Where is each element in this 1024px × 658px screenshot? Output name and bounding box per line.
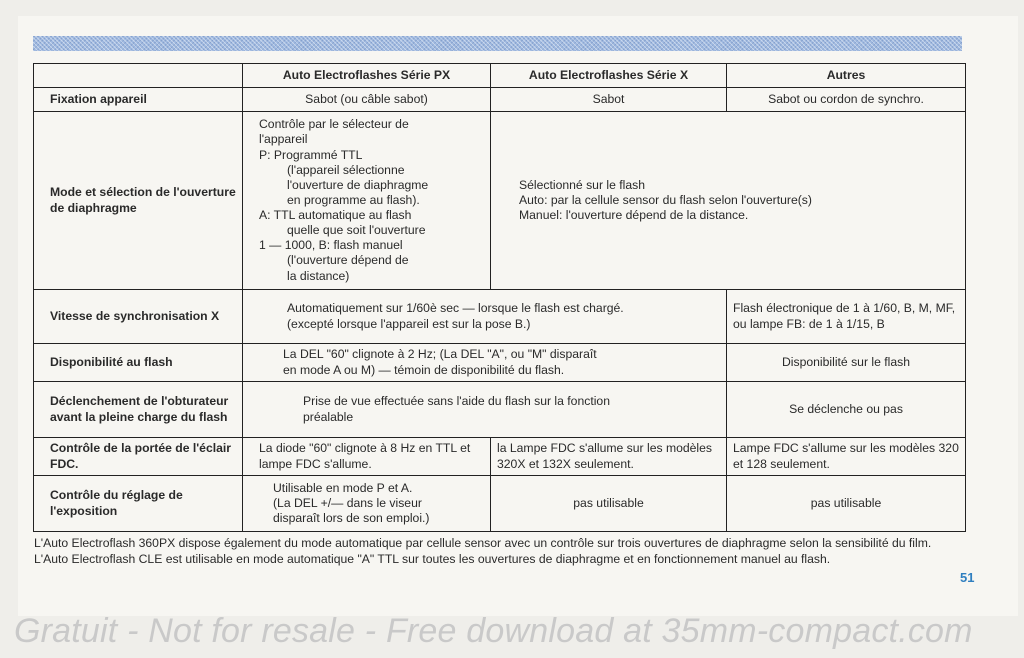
header-empty <box>34 64 243 88</box>
table-header-row <box>34 64 966 88</box>
disponibilite-px-x <box>243 344 727 382</box>
table-row-mode <box>34 112 966 290</box>
mode-px-line: (l'ouverture dépend de <box>287 253 409 268</box>
mode-x-others <box>491 112 966 290</box>
mode-x-line: Sélectionné sur le flash <box>519 177 646 192</box>
header-x-series: Auto Electroflashes Série X <box>491 64 727 88</box>
mode-px-line: quelle que soit l'ouverture <box>287 223 426 238</box>
mode-px-line: P: Programmé TTL <box>259 147 363 162</box>
mode-x-line: Manuel: l'ouverture dépend de la distance. <box>519 208 749 223</box>
vitesse-others: Flash électronique de 1 à 1/60, B, M, MF, ou lampe FB: de 1 à 1/15, B <box>727 290 966 344</box>
disponibilite-line: en mode A ou M) — témoin de disponibilité du flash. <box>283 362 565 377</box>
footnote-cle: L'Auto Electroflash CLE est utilisable en mode automatique "A" TTL sur toutes les ouvertures de diaphragme et en fonctionnement manuel au flash. <box>34 551 831 566</box>
header-band <box>33 36 962 51</box>
fixation-others: Sabot ou cordon de synchro. <box>727 88 966 112</box>
row-label-controle-reglage: Contrôle du réglage de l'exposition <box>34 476 243 532</box>
table-row-disponibilite <box>34 344 966 382</box>
controle-reglage-x: pas utilisable <box>491 476 727 532</box>
row-label-disponibilite: Disponibilité au flash <box>34 344 243 382</box>
vitesse-px-x <box>243 290 727 344</box>
fixation-x: Sabot <box>491 88 727 112</box>
header-others: Autres <box>727 64 966 88</box>
row-label-fixation: Fixation appareil <box>34 88 243 112</box>
page-number: 51 <box>960 570 975 585</box>
disponibilite-others: Disponibilité sur le flash <box>727 344 966 382</box>
controle-portee-x: la Lampe FDC s'allume sur les modèles 320X et 132X seulement. <box>491 438 727 476</box>
vitesse-line: Automatiquement sur 1/60è sec — lorsque le flash est chargé. <box>287 301 624 316</box>
mode-px-line: la distance) <box>287 268 350 283</box>
declenchement-line: préalable <box>303 409 354 424</box>
table-row-controle-reglage <box>34 476 966 532</box>
controle-reglage-px <box>243 476 491 532</box>
vitesse-line: (excepté lorsque l'appareil est sur la pose B.) <box>287 316 531 331</box>
disponibilite-line: La DEL "60" clignote à 2 Hz; (La DEL "A", ou "M" disparaît <box>283 347 597 362</box>
row-label-vitesse: Vitesse de synchronisation X <box>34 290 243 344</box>
mode-x-line: Auto: par la cellule sensor du flash selon l'ouverture(s) <box>519 192 812 207</box>
mode-px <box>243 112 491 290</box>
controle-reglage-others: pas utilisable <box>727 476 966 532</box>
header-px-series: Auto Electroflashes Série PX <box>243 64 491 88</box>
controle-reglage-line: Utilisable en mode P et A. <box>273 480 413 495</box>
table-row-declenchement <box>34 382 966 438</box>
mode-px-line: Contrôle par le sélecteur de <box>259 117 409 132</box>
row-label-mode: Mode et sélection de l'ouverture de diaphragme <box>34 112 243 290</box>
footnote-360px: L'Auto Electroflash 360PX dispose également du mode automatique par cellule sensor avec un contrôle sur trois ouvertures de diaphragme selon la sensibilité du film. <box>34 536 932 550</box>
flash-spec-table <box>33 63 966 532</box>
mode-px-line: A: TTL automatique au flash <box>259 208 412 223</box>
declenchement-others: Se déclenche ou pas <box>727 382 966 438</box>
row-label-controle-portee: Contrôle de la portée de l'éclair FDC. <box>34 438 243 476</box>
mode-px-line: l'appareil <box>259 132 308 147</box>
controle-reglage-line: disparaît lors de son emploi.) <box>273 511 430 526</box>
controle-portee-px: La diode "60" clignote à 8 Hz en TTL et lampe FDC s'allume. <box>243 438 491 476</box>
row-label-declenchement: Déclenchement de l'obturateur avant la pleine charge du flash <box>34 382 243 438</box>
table-row-vitesse <box>34 290 966 344</box>
table-row-fixation <box>34 88 966 112</box>
mode-px-line: (l'appareil sélectionne <box>287 162 405 177</box>
footnotes <box>34 536 939 567</box>
mode-px-line: en programme au flash). <box>287 192 420 207</box>
fixation-px: Sabot (ou câble sabot) <box>243 88 491 112</box>
mode-px-line: 1 — 1000, B: flash manuel <box>259 238 403 253</box>
declenchement-line: Prise de vue effectuée sans l'aide du flash sur la fonction <box>303 394 610 409</box>
mode-px-line: l'ouverture de diaphragme <box>287 177 429 192</box>
declenchement-px-x <box>243 382 727 438</box>
controle-reglage-line: (La DEL +/— dans le viseur <box>273 495 422 510</box>
watermark-text: Gratuit - Not for resale - Free download at 35mm-compact.com <box>14 612 973 650</box>
table-row-controle-portee <box>34 438 966 476</box>
controle-portee-others: Lampe FDC s'allume sur les modèles 320 et 128 seulement. <box>727 438 966 476</box>
